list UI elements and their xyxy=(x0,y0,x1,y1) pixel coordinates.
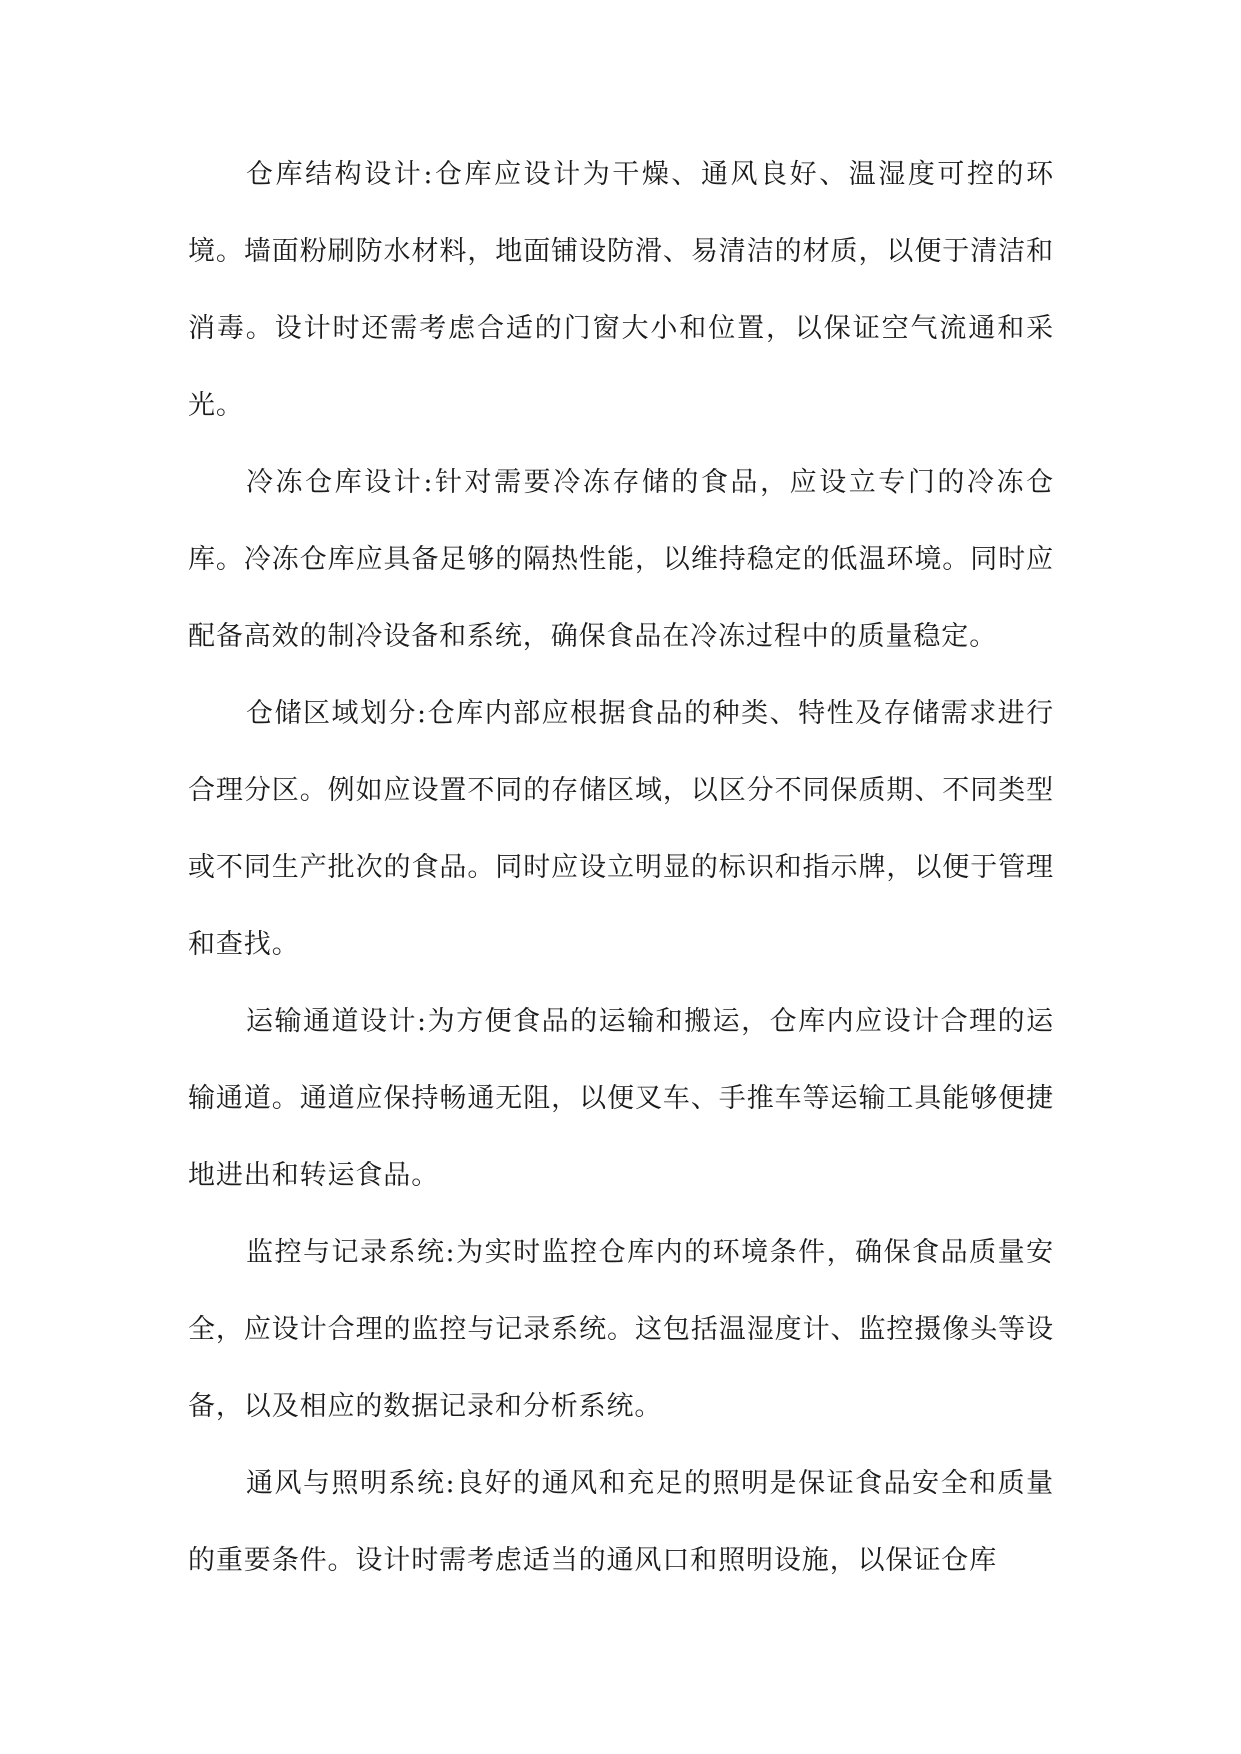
paragraph-heading: 通风与照明系统: xyxy=(246,1468,456,1499)
document-body xyxy=(188,136,1054,1599)
paragraph-text: 针对需要冷冻存储的食品，应设立专门的冷冻仓库。冷冻仓库应具备足够的隔热性能，以维持稳定的低温环境。同时应配备高效的制冷设备和系统，确保食品在冷冻过程中的质量稳定。 xyxy=(188,467,1054,652)
paragraph-storage-zoning xyxy=(188,675,1054,983)
paragraph-heading: 冷冻仓库设计: xyxy=(246,467,434,498)
paragraph-transport-aisles xyxy=(188,983,1054,1214)
paragraph-text: 良好的通风和充足的照明是保证食品安全和质量的重要条件。设计时需考虑适当的通风口和照明设施，以保证仓库 xyxy=(188,1468,1054,1576)
paragraph-text: 为实时监控仓库内的环境条件，确保食品质量安全，应设计合理的监控与记录系统。这包括温湿度计、监控摄像头等设备，以及相应的数据记录和分析系统。 xyxy=(188,1237,1054,1422)
paragraph-warehouse-structure xyxy=(188,136,1054,444)
paragraph-heading: 运输通道设计: xyxy=(246,1006,427,1037)
paragraph-text: 仓库应设计为干燥、通风良好、温湿度可控的环境。墙面粉刷防水材料，地面铺设防滑、易清洁的材质，以便于清洁和消毒。设计时还需考虑合适的门窗大小和位置，以保证空气流通和采光。 xyxy=(188,159,1054,421)
paragraph-ventilation-lighting xyxy=(188,1445,1054,1599)
paragraph-heading: 仓库结构设计: xyxy=(246,159,434,190)
paragraph-text: 为方便食品的运输和搬运，仓库内应设计合理的运输通道。通道应保持畅通无阻，以便叉车、手推车等运输工具能够便捷地进出和转运食品。 xyxy=(188,1006,1054,1191)
paragraph-heading: 监控与记录系统: xyxy=(246,1237,456,1268)
paragraph-text: 仓库内部应根据食品的种类、特性及存储需求进行合理分区。例如应设置不同的存储区域，以区分不同保质期、不同类型或不同生产批次的食品。同时应设立明显的标识和指示牌，以便于管理和查找。 xyxy=(188,698,1054,960)
paragraph-frozen-warehouse xyxy=(188,444,1054,675)
paragraph-monitoring-system xyxy=(188,1214,1054,1445)
paragraph-heading: 仓储区域划分: xyxy=(246,698,427,729)
